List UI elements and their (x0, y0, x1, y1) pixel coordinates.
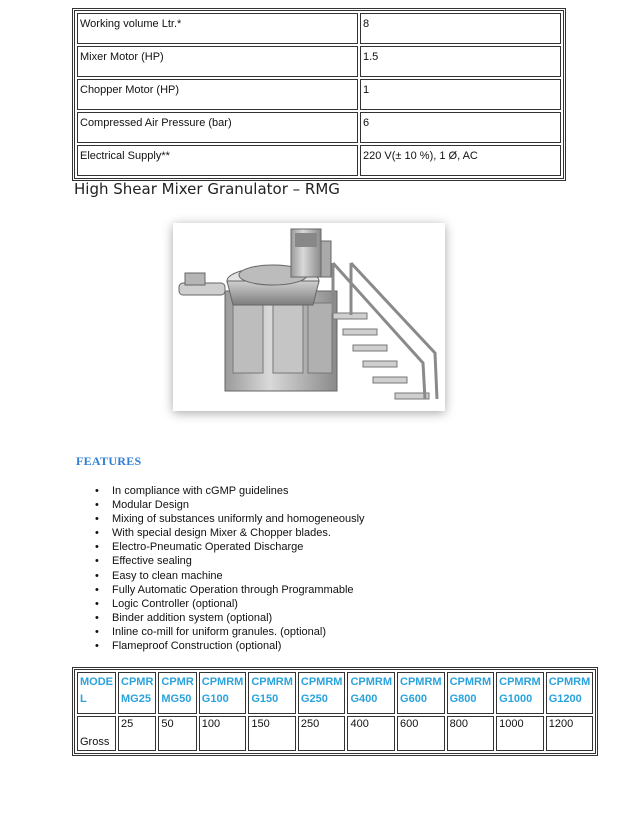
model-value-cell: 50 (158, 716, 196, 751)
model-header-cell: CPMRM G250 (298, 672, 346, 714)
list-item: • Fully Automatic Operation through Programmable (95, 583, 365, 597)
spec-key: Chopper Motor (HP) (77, 79, 358, 110)
table-row (77, 79, 561, 110)
list-item: • Mixing of substances uniformly and homogeneously (95, 512, 365, 526)
list-item: • Easy to clean machine (95, 569, 365, 583)
machine-photo (173, 223, 445, 411)
model-value-cell: 100 (199, 716, 247, 751)
model-value-cell: 600 (397, 716, 445, 751)
features-heading: FEATURES (76, 454, 142, 468)
model-header-cell: CPMRM G600 (397, 672, 445, 714)
specifications-table (72, 8, 566, 181)
spec-key: Mixer Motor (HP) (77, 46, 358, 77)
list-item: • Modular Design (95, 498, 365, 512)
model-header-cell: CPMRM G800 (447, 672, 495, 714)
spec-value: 220 V(± 10 %), 1 Ø, AC (360, 145, 561, 176)
model-value-cell: 150 (248, 716, 296, 751)
spec-key: Compressed Air Pressure (bar) (77, 112, 358, 143)
model-value-cell: 800 (447, 716, 495, 751)
model-value-cell: Gross (77, 716, 116, 751)
list-item: • Inline co-mill for uniform granules. (optional) (95, 625, 365, 639)
model-header-cell: CPMRM G1000 (496, 672, 544, 714)
section-title: High Shear Mixer Granulator – RMG (74, 180, 340, 198)
spec-key: Working volume Ltr.* (77, 13, 358, 44)
list-item: • Electro-Pneumatic Operated Discharge (95, 540, 365, 554)
model-header-cell: CPMR MG50 (158, 672, 196, 714)
list-item: • With special design Mixer & Chopper blades. (95, 526, 365, 540)
model-header-cell: CPMRM G400 (347, 672, 395, 714)
spec-key: Electrical Supply** (77, 145, 358, 176)
model-table (72, 667, 598, 756)
model-value-cell: 250 (298, 716, 346, 751)
table-header-row (77, 672, 593, 714)
model-header-cell: MODE L (77, 672, 116, 714)
model-value-cell: 1000 (496, 716, 544, 751)
model-header-cell: CPMRM G100 (199, 672, 247, 714)
spec-value: 6 (360, 112, 561, 143)
list-item: • Flameproof Construction (optional) (95, 639, 365, 653)
model-header-cell: CPMR MG25 (118, 672, 156, 714)
list-item: • Logic Controller (optional) (95, 597, 365, 611)
table-row (77, 145, 561, 176)
table-row (77, 46, 561, 77)
features-list (95, 484, 365, 653)
table-row (77, 13, 561, 44)
spec-value: 1.5 (360, 46, 561, 77)
list-item: • Binder addition system (optional) (95, 611, 365, 625)
model-value-cell: 1200 (546, 716, 594, 751)
table-row (77, 716, 593, 751)
list-item: • Effective sealing (95, 554, 365, 568)
model-value-cell: 400 (347, 716, 395, 751)
model-header-cell: CPMRM G1200 (546, 672, 594, 714)
model-value-cell: 25 (118, 716, 156, 751)
model-header-cell: CPMRM G150 (248, 672, 296, 714)
table-row (77, 112, 561, 143)
spec-value: 1 (360, 79, 561, 110)
list-item: • In compliance with cGMP guidelines (95, 484, 365, 498)
spec-value: 8 (360, 13, 561, 44)
